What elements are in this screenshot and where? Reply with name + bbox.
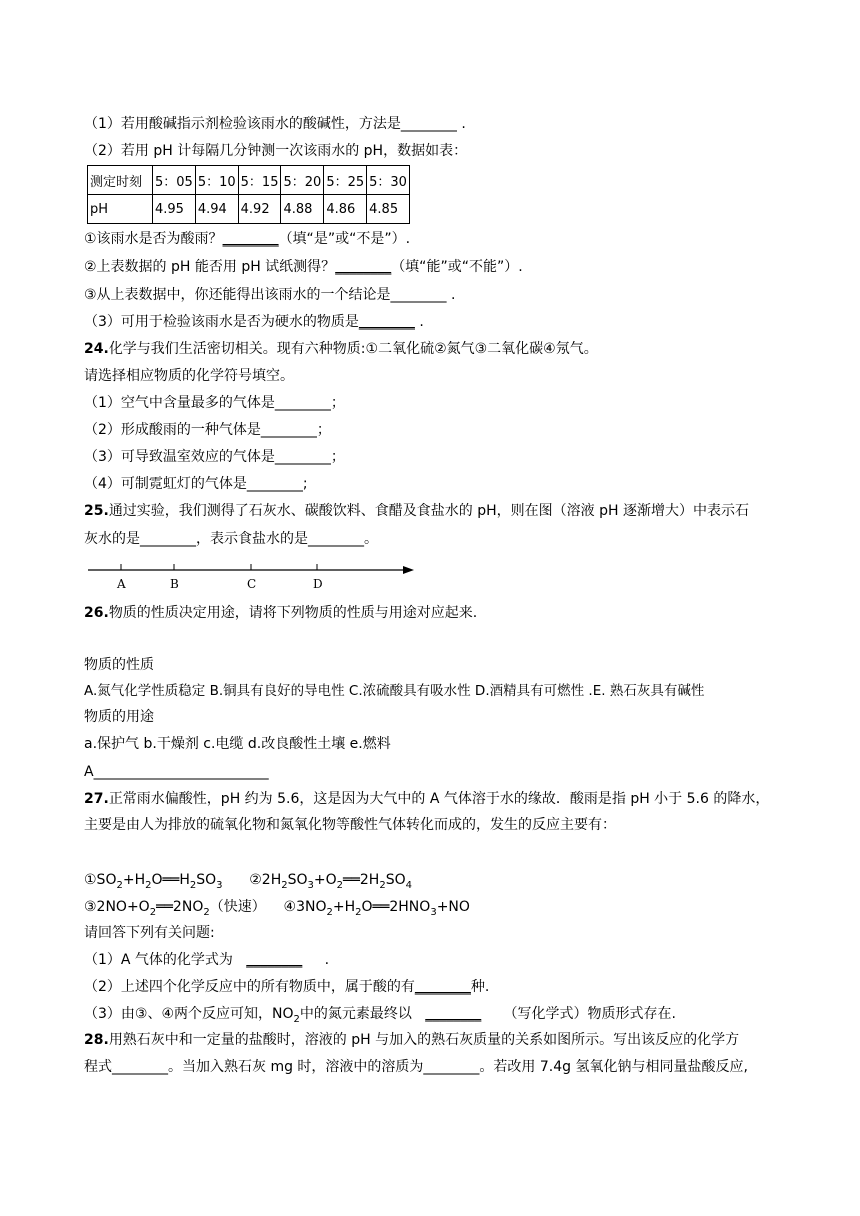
axis-arrow (403, 566, 414, 574)
q26-heading-uses: 物质的用途 (84, 709, 154, 725)
q24-intro-text: 化学与我们生活密切相关。现有六种物质:①二氧化硫②氮气③二氧化碳④氖气。 (108, 341, 598, 357)
q27-text1-body: 正常雨水偏酸性，pH 约为 5.6，这是因为大气中的 A 气体溶于水的缘故．酸雨是指 pH 小于 5.6 的降水， (108, 791, 770, 807)
table-cell: 5：20 (281, 166, 324, 195)
q27-prompt: 请回答下列有关问题: (84, 925, 215, 941)
q23-sub3: ③从上表数据中，你还能得出该雨水的一个结论是________ . (84, 287, 456, 303)
q24-item2: （2）形成酸雨的一种气体是________； (84, 422, 331, 438)
q28-text1-body: 用熟石灰中和一定量的盐酸时，溶液的 pH 与加入的熟石灰质量的关系如图所示。写出该反应的化学方 (108, 1032, 740, 1048)
answer-blank[interactable]: ________ (222, 231, 279, 247)
q23-part3 (84, 312, 424, 332)
q23-sub1 (84, 229, 410, 249)
sub2-text: ②上表数据的 pH 能否用 pH 试纸测得？ (84, 259, 336, 275)
axis-label-a: A (117, 577, 126, 591)
q28-text2: 程式________。当加入熟石灰 mg 时，溶液中的溶质为________。若改用 7.4g 氢氧化钠与相同量盐酸反应, (84, 1059, 748, 1075)
table-row (88, 195, 410, 224)
q24-item1: （1）空气中含量最多的气体是________； (84, 395, 345, 411)
ph-data-table (87, 165, 410, 224)
table-cell: 4.95 (153, 195, 196, 224)
q24-item4: （4）可制霓虹灯的气体是________; (84, 476, 308, 492)
reaction-line-1: $①SO_2+H_2O══H_2SO_3$ $②2H_2SO_3+O_2══2H_2SO_4$ (84, 872, 412, 891)
axis-label-b: B (170, 577, 179, 591)
question-number: 28. (84, 1032, 109, 1048)
table-cell: 4.92 (238, 195, 281, 224)
q26-body: 物质的性质决定用途，请将下列物质的性质与用途对应起来. (108, 605, 478, 621)
table-cell: 4.86 (324, 195, 367, 224)
part3-text: （3）可用于检验该雨水是否为硬水的物质是 (84, 314, 359, 330)
table-cell: 5：15 (238, 166, 281, 195)
sub2-end: 种. (470, 979, 490, 995)
table-cell: 4.85 (367, 195, 410, 224)
part3-end: . (414, 314, 424, 330)
reaction-line-2: $③2NO+O_2══2NO_2$（快速） $④3NO_2+H_2O══2HNO_3+NO$ (84, 899, 470, 918)
q23-sub2 (84, 257, 523, 277)
q27-text2: 主要是由人为排放的硫氧化物和氮氧化物等酸性气体转化而成的，发生的反应主要有： (84, 817, 616, 833)
table-cell: 5：10 (195, 166, 238, 195)
q25-text1-body: 通过实验，我们测得了石灰水、碳酸饮料、食醋及食盐水的 pH，则在图（溶液 pH 逐渐增大）中表示石 (108, 503, 749, 519)
question-number: 27. (84, 791, 109, 807)
q27-sub3: （3）由③、④两个反应可知，$NO_2$中的氮元素最终以 ________ （写化学式）物质形式存在. (84, 1006, 676, 1025)
answer-blank[interactable]: ________ (414, 979, 471, 995)
sub3-text-b: 中的氮元素最终以 (299, 1006, 412, 1022)
axis-label-d: D (313, 577, 323, 591)
question-number: 24. (84, 341, 109, 357)
sub2-text: （2）上述四个化学反应中的所有物质中，属于酸的有 (84, 979, 415, 995)
sub1-end: . (324, 952, 330, 968)
q25-text2: 灰水的是________，表示食盐水的是________。 (84, 531, 378, 547)
sub2-hint: （填“能”或“不能”）. (391, 259, 523, 275)
table-cell: 4.94 (195, 195, 238, 224)
q23-part2: （2）若用 pH 计每隔几分钟测一次该雨水的 pH，数据如表： (84, 143, 468, 159)
q25-text1 (84, 501, 749, 521)
q27-sub1 (84, 950, 329, 970)
q24-item3: （3）可导致温室效应的气体是________； (84, 449, 345, 465)
table-cell: 5：30 (367, 166, 410, 195)
q26-text (84, 603, 477, 623)
sub3-hint: （写化学式）物质形式存在. (503, 1006, 676, 1022)
answer-blank[interactable]: ________ (358, 314, 415, 330)
answer-blank[interactable]: ________ (425, 1006, 482, 1022)
table-cell: 4.88 (281, 195, 324, 224)
q23-part1: （1）若用酸碱指示剂检验该雨水的酸碱性，方法是________ . (84, 116, 466, 132)
sub1-hint: （填“是”或“不是”）. (278, 231, 411, 247)
q28-text1 (84, 1030, 739, 1050)
answer-blank[interactable]: ________ (335, 259, 392, 275)
q24-intro (84, 339, 598, 359)
q26-uses: a.保护气 b.干燥剂 c.电缆 d.改良酸性土壤 e.燃料 (84, 736, 391, 752)
axis-label-c: C (247, 577, 257, 591)
q26-answer: A_________________________ (84, 764, 269, 780)
q24-intro2: 请选择相应物质的化学符号填空。 (84, 368, 294, 384)
q27-sub2 (84, 977, 489, 997)
sub1-text: （1）A 气体的化学式为 (84, 952, 233, 968)
table-row (88, 166, 410, 195)
sub1-text: ①该雨水是否为酸雨？ (84, 231, 223, 247)
table-cell: 5：25 (324, 166, 367, 195)
sub3-text: （3）由③、④两个反应可知，NO (84, 1006, 294, 1022)
answer-blank[interactable]: ________ (246, 952, 303, 968)
question-number: 25. (84, 503, 109, 519)
q26-heading-props: 物质的性质 (84, 657, 154, 673)
q27-text1 (84, 789, 769, 809)
table-cell: pH (88, 195, 153, 224)
question-number: 26. (84, 605, 109, 621)
table-cell: 5：05 (153, 166, 196, 195)
ph-axis-diagram (80, 558, 420, 594)
q26-props: A.氮气化学性质稳定 B.铜具有良好的导电性 C.浓硫酸具有吸水性 D.酒精具有可燃性 .E. 熟石灰具有碱性 (84, 683, 705, 699)
table-cell: 测定时刻 (88, 166, 153, 195)
